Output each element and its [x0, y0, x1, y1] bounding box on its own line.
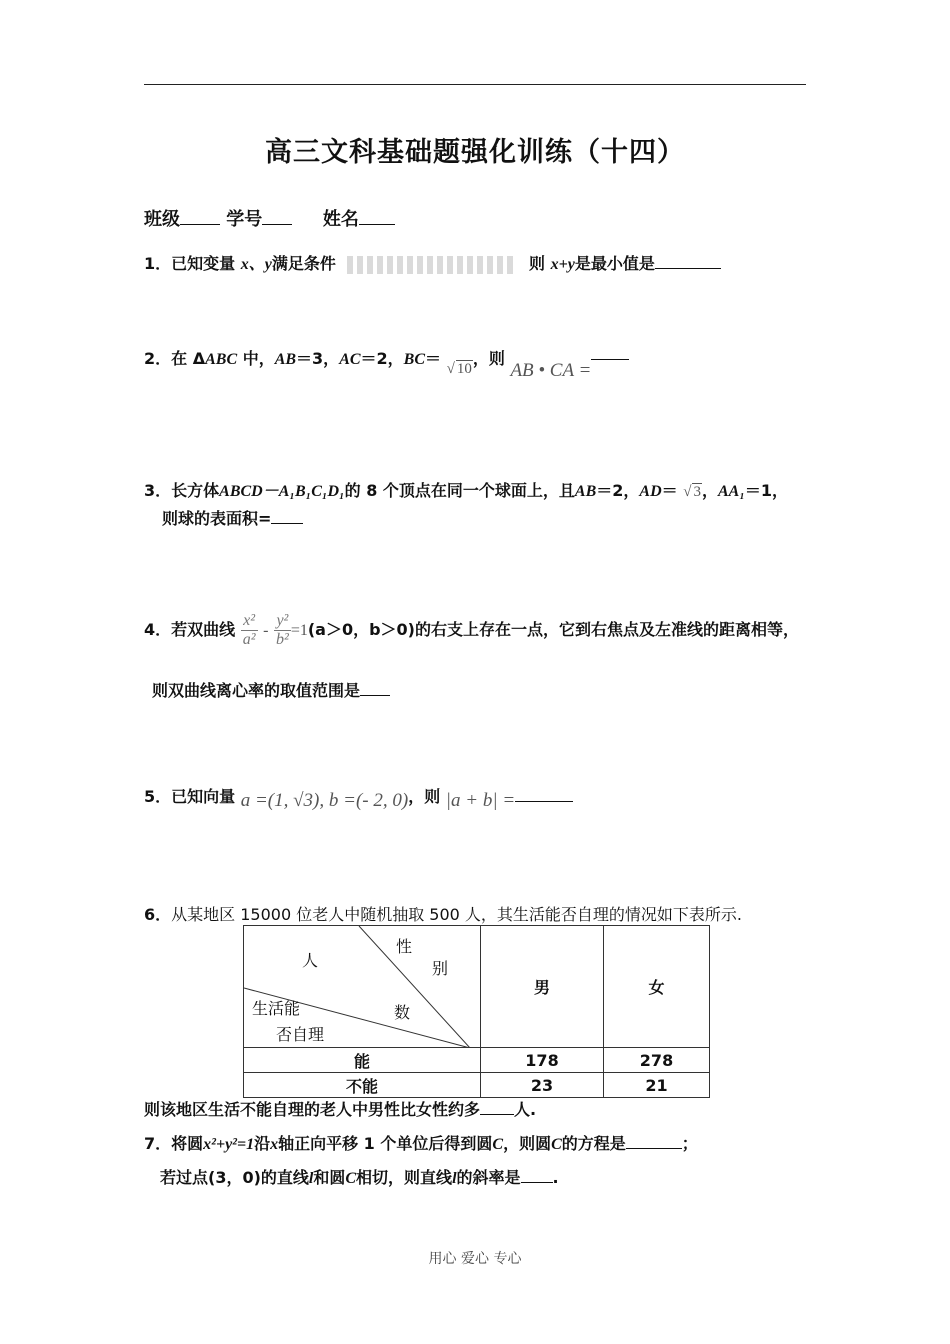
q7-text: 轴正向平移 1 个单位后得到圆 [278, 1134, 493, 1153]
q6-after-end: 人. [514, 1100, 537, 1119]
q7-line-l: l [452, 1170, 457, 1187]
q4-equals-one: =1 [290, 622, 308, 639]
q3-ab: AB [574, 483, 597, 500]
q2-text: 中， [237, 349, 275, 368]
q7-text: ，则圆 [503, 1134, 552, 1153]
q7-text: 的斜率是 [456, 1168, 521, 1187]
q4-fraction-y [274, 612, 291, 649]
header-female: 女 [604, 926, 710, 1048]
question-4 [144, 612, 799, 649]
q3-text: 则球的表面积= [162, 509, 272, 528]
q7-text: 沿 [254, 1134, 271, 1153]
q1-condition-image [347, 256, 517, 274]
question-number: 6． [144, 905, 172, 924]
question-number: 1． [144, 254, 172, 273]
q2-ab-value: ＝3， [296, 349, 340, 368]
number-blank[interactable] [262, 210, 292, 225]
q3-text: 的 8 个顶点在同一个球面上，且 [344, 481, 575, 500]
q4-text: 则双曲线离心率的取值范围是 [152, 681, 361, 700]
q2-equals: ＝ [425, 349, 442, 368]
q3-ab-value: ＝2， [596, 481, 640, 500]
q7-circle: x²+y²=1 [203, 1136, 255, 1153]
q5-vectors: a =(1, √3), b =(- 2, 0) [240, 790, 409, 811]
q6-after-text: 则该地区生活不能自理的老人中男性比女性约多 [144, 1100, 481, 1119]
q4-y-numerator: y² [274, 612, 291, 631]
q5-norm-expression: |a + b| = [445, 790, 516, 811]
question-2 [144, 346, 629, 381]
q5-text: ，则 [408, 787, 441, 806]
q7-text: 的方程是 [561, 1134, 626, 1153]
row-label: 能 [244, 1048, 481, 1073]
q7-text: 若过点(3，0)的直线 [160, 1168, 309, 1187]
q3-text: 长方体 [171, 481, 220, 500]
question-number: 7． [144, 1134, 172, 1153]
class-label: 班级 [144, 209, 180, 230]
q6-table [243, 925, 710, 1098]
q2-dot-product: AB • CA = [510, 360, 592, 381]
number-label: 学号 [226, 209, 263, 230]
q2-answer-blank[interactable] [591, 345, 629, 360]
header-rule [144, 84, 806, 85]
corner-label-bie: 别 [432, 959, 449, 978]
q1-vars: x、y [240, 256, 272, 273]
q7-text: . [552, 1168, 559, 1187]
question-number: 4． [144, 620, 172, 639]
q3-text: ， [701, 481, 718, 500]
q4-fraction-x [241, 612, 258, 649]
q1-expression: x+y [550, 256, 575, 273]
question-5 [144, 784, 573, 811]
cell-female: 21 [604, 1073, 710, 1098]
question-3-line-2 [162, 506, 303, 529]
question-number: 5． [144, 787, 172, 806]
q7-text: 相切，则直线 [356, 1168, 453, 1187]
q3-aa1: AA₁ [717, 483, 745, 500]
q1-text: 则 [529, 254, 546, 273]
q4-text: (a＞0，b＞0)的右支上存在一点，它到右焦点及左准线的距离相等， [307, 620, 799, 639]
row-label: 不能 [244, 1073, 481, 1098]
q1-text: 已知变量 [171, 254, 236, 273]
name-label: 姓名 [322, 209, 359, 230]
class-blank[interactable] [180, 210, 220, 225]
question-4-line-2 [152, 678, 390, 701]
q7-text: 将圆 [171, 1134, 204, 1153]
q7-text: ； [681, 1134, 698, 1153]
q4-x-numerator: x² [241, 612, 258, 631]
q5-answer-blank[interactable] [515, 787, 573, 802]
q6-text: 从某地区 15000 位老人中随机抽取 500 人，其生活能否自理的情况如下表所示. [171, 905, 743, 924]
q3-aa1-value: ＝1， [744, 481, 789, 500]
question-7-line-2 [160, 1165, 559, 1188]
q4-text: 若双曲线 [171, 620, 236, 639]
question-1 [144, 251, 721, 274]
q4-y-denominator: b² [276, 631, 289, 648]
question-number: 3． [144, 481, 172, 500]
name-blank[interactable] [359, 210, 395, 225]
corner-label-xing: 性 [396, 937, 413, 956]
q7-circle-c: C [492, 1136, 504, 1153]
corner-label-shu: 数 [394, 1003, 411, 1022]
q6-answer-blank[interactable] [480, 1100, 514, 1115]
q7-circle-c: C [345, 1170, 357, 1187]
q2-bc-value: 10 [456, 361, 472, 377]
table-row [244, 1073, 710, 1098]
q2-ac: AC [339, 351, 361, 368]
corner-label-row-a: 生活能 [252, 999, 301, 1018]
cell-female: 278 [604, 1048, 710, 1073]
q1-text: 满足条件 [271, 254, 336, 273]
q7-answer-blank-1[interactable] [626, 1134, 682, 1149]
q2-text: 在 Δ [171, 349, 206, 368]
page-footer: 用心 爱心 专心 [428, 1251, 522, 1267]
page-title: 高三文科基础题强化训练（十四） [265, 137, 685, 168]
q7-circle-c: C [551, 1136, 562, 1153]
q2-sqrt-10: √ 10 [446, 361, 472, 377]
q2-triangle: ABC [205, 351, 238, 368]
q2-ab: AB [274, 351, 297, 368]
q7-axis: x [270, 1136, 279, 1153]
q2-ac-value: ＝2， [360, 349, 404, 368]
question-6 [144, 902, 742, 925]
q4-answer-blank[interactable] [360, 681, 390, 696]
cell-male: 178 [481, 1048, 604, 1073]
question-6-after [144, 1097, 536, 1120]
corner-label-row-b: 否自理 [276, 1025, 325, 1044]
table-row [244, 1048, 710, 1073]
q1-answer-blank[interactable] [655, 254, 721, 269]
question-number: 2． [144, 349, 172, 368]
q7-line-l: l [308, 1170, 314, 1187]
corner-label-ren: 人 [302, 951, 319, 970]
q3-answer-blank[interactable] [271, 509, 303, 524]
q7-answer-blank-2[interactable] [521, 1168, 553, 1183]
q3-sqrt-3: √ 3 [683, 484, 701, 500]
q3-solid: ABCD－A₁B₁C₁D₁ [219, 483, 345, 500]
q3-equals: ＝ [661, 481, 678, 500]
table-header-row [244, 926, 710, 1048]
header-male: 男 [481, 926, 604, 1048]
table-corner-cell [244, 926, 481, 1048]
q4-x-denominator: a² [242, 631, 256, 648]
question-3 [144, 478, 788, 501]
q2-bc: BC [403, 351, 426, 368]
cell-male: 23 [481, 1073, 604, 1098]
student-info-line [144, 205, 395, 231]
q3-ad: AD [639, 483, 662, 500]
q3-ad-value: 3 [693, 484, 701, 500]
question-7 [144, 1131, 698, 1154]
q1-text: 是最小值是 [574, 254, 655, 273]
q4-minus: - [263, 622, 269, 639]
q5-text: 已知向量 [171, 787, 236, 806]
q2-text: ，则 [472, 349, 505, 368]
q7-text: 和圆 [313, 1168, 346, 1187]
